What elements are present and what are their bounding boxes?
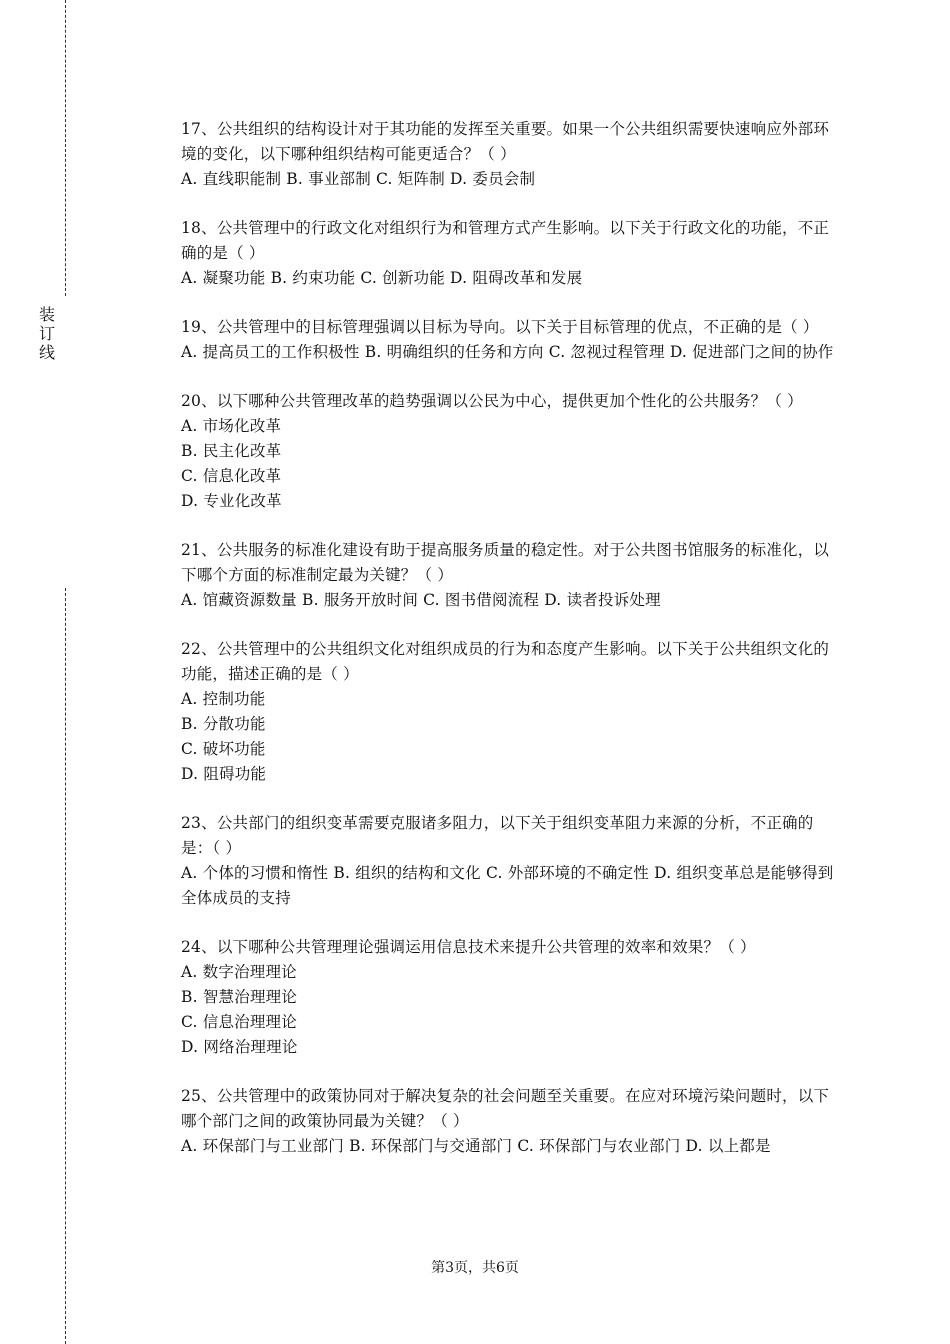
question-19 (181, 315, 841, 365)
question-23 (181, 811, 841, 911)
question-text: 21、公共服务的标准化建设有助于提高服务质量的稳定性。对于公共图书馆服务的标准化，以下哪个方面的标准制定最为关键？（ ） (181, 541, 830, 584)
question-options: A. 直线职能制 B. 事业部制 C. 矩阵制 D. 委员会制 (181, 170, 536, 188)
question-options: A. 馆藏资源数量 B. 服务开放时间 C. 图书借阅流程 D. 读者投诉处理 (181, 591, 661, 609)
question-text: 22、公共管理中的公共组织文化对组织成员的行为和态度产生影响。以下关于公共组织文化的功能，描述正确的是（ ） (181, 640, 830, 683)
question-option: C. 破坏功能 (181, 740, 266, 758)
question-17 (181, 117, 841, 192)
question-options: A. 提高员工的工作积极性 B. 明确组织的任务和方向 C. 忽视过程管理 D. 促进部门之间的协作 (181, 343, 834, 361)
question-22 (181, 637, 841, 787)
question-24 (181, 935, 841, 1060)
question-option: D. 阻碍功能 (181, 765, 267, 783)
question-option: B. 智慧治理理论 (181, 988, 298, 1006)
question-option: A. 控制功能 (181, 690, 266, 708)
binding-line-label: 装订线 (38, 305, 55, 362)
question-25 (181, 1084, 841, 1159)
question-18 (181, 216, 841, 291)
question-option: C. 信息化改革 (181, 467, 282, 485)
question-options: A. 环保部门与工业部门 B. 环保部门与交通部门 C. 环保部门与农业部门 D. 以上都是 (181, 1137, 771, 1155)
question-option: A. 市场化改革 (181, 417, 282, 435)
question-text: 24、以下哪种公共管理理论强调运用信息技术来提升公共管理的效率和效果？（ ） (181, 938, 756, 956)
binding-line-bottom (65, 588, 66, 1344)
question-options: A. 凝聚功能 B. 约束功能 C. 创新功能 D. 阻碍改革和发展 (181, 269, 583, 287)
question-list (181, 117, 841, 1183)
question-option: B. 分散功能 (181, 715, 266, 733)
question-21 (181, 538, 841, 613)
binding-line-top (65, 0, 66, 296)
question-text: 25、公共管理中的政策协同对于解决复杂的社会问题至关重要。在应对环境污染问题时，以下哪个部门之间的政策协同最为关键？（ ） (181, 1087, 830, 1130)
question-text: 19、公共管理中的目标管理强调以目标为导向。以下关于目标管理的优点，不正确的是（ ） (181, 318, 819, 336)
question-options: A. 个体的习惯和惰性 B. 组织的结构和文化 C. 外部环境的不确定性 D. 组织变革总是能够得到全体成员的支持 (181, 864, 834, 907)
question-option: A. 数字治理理论 (181, 963, 297, 981)
question-option: D. 专业化改革 (181, 492, 282, 510)
question-option: C. 信息治理理论 (181, 1013, 297, 1031)
question-text: 17、公共组织的结构设计对于其功能的发挥至关重要。如果一个公共组织需要快速响应外部环境的变化，以下哪种组织结构可能更适合？（ ） (181, 120, 830, 163)
question-option: B. 民主化改革 (181, 442, 282, 460)
question-20 (181, 389, 841, 514)
question-text: 23、公共部门的组织变革需要克服诸多阻力，以下关于组织变革阻力来源的分析，不正确的是：（ ） (181, 814, 814, 857)
question-option: D. 网络治理理论 (181, 1038, 298, 1056)
question-text: 18、公共管理中的行政文化对组织行为和管理方式产生影响。以下关于行政文化的功能，不正确的是（ ） (181, 219, 830, 262)
question-text: 20、以下哪种公共管理改革的趋势强调以公民为中心，提供更加个性化的公共服务？（ ） (181, 392, 803, 410)
page-number: 第3页，共6页 (431, 1260, 519, 1276)
